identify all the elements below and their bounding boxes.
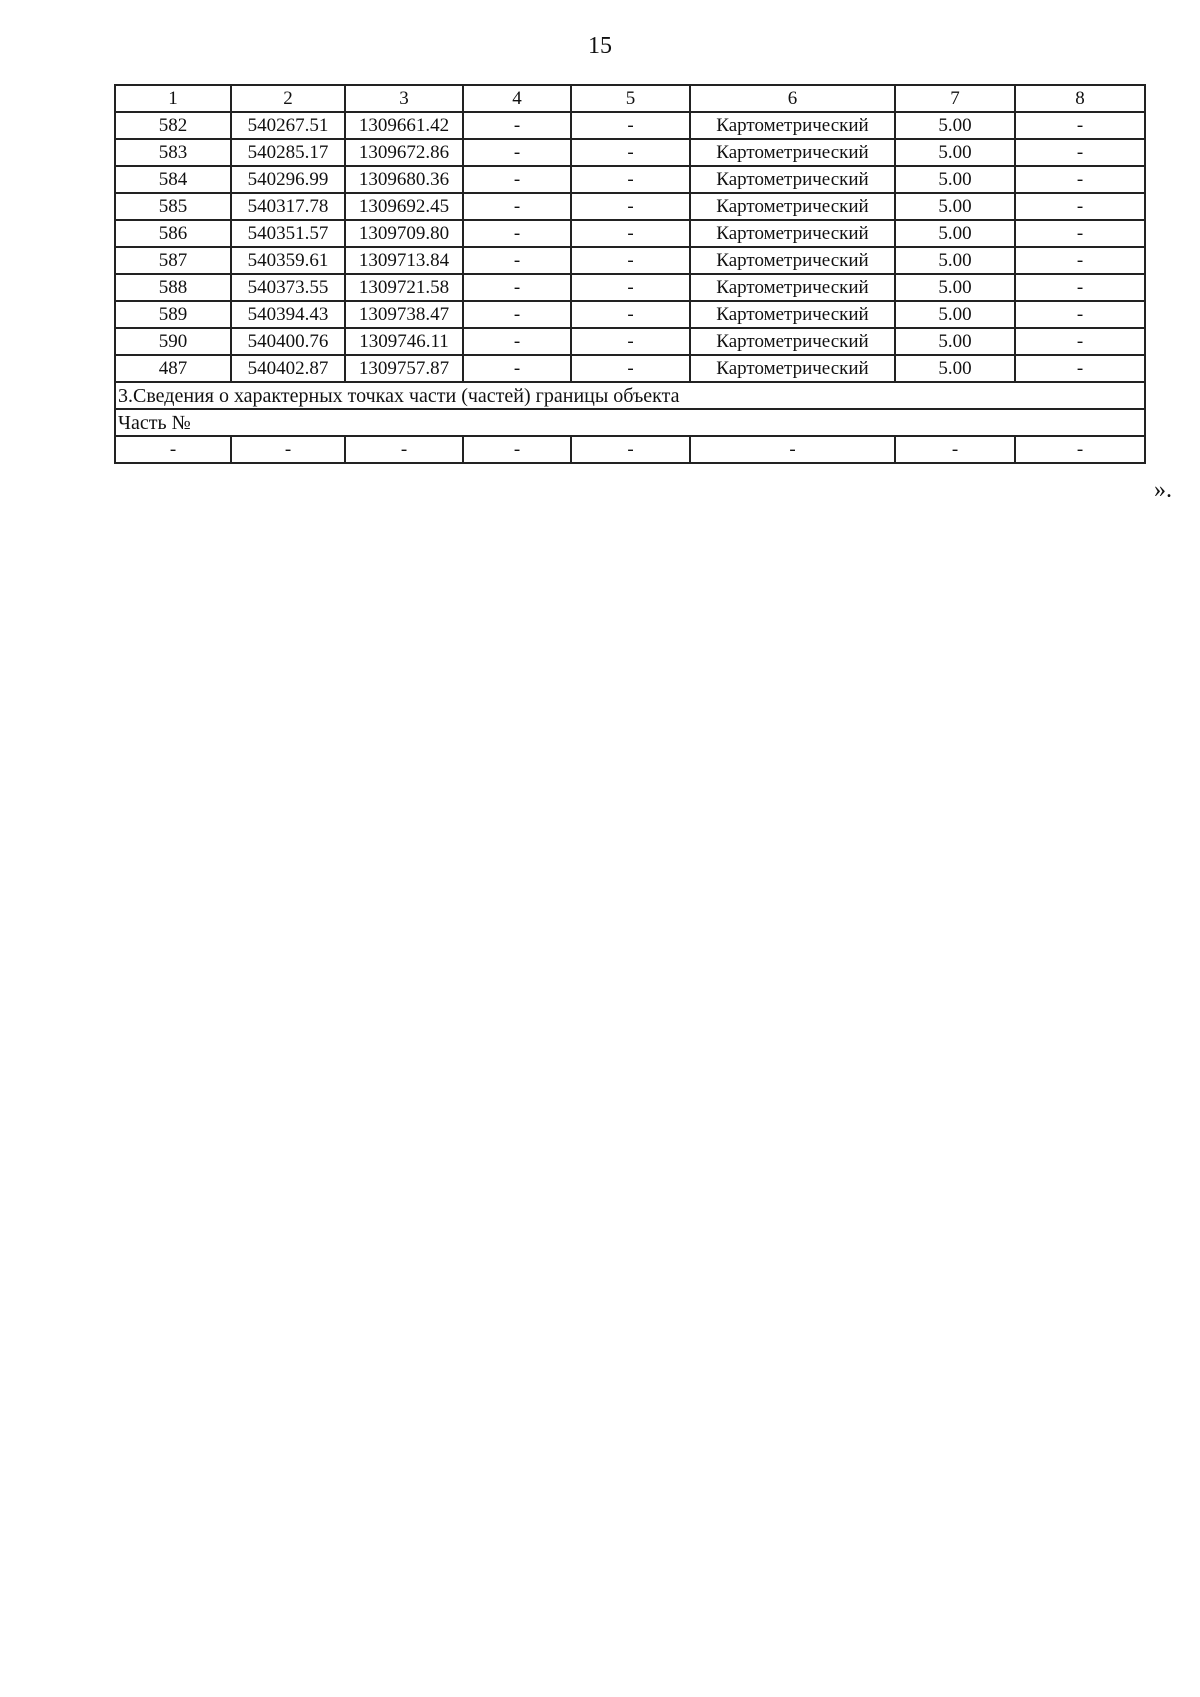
table-cell: 540400.76 bbox=[231, 328, 345, 355]
table-cell: 1309746.11 bbox=[345, 328, 463, 355]
table-cell: 1309672.86 bbox=[345, 139, 463, 166]
table-row bbox=[115, 139, 1145, 166]
table-cell: - bbox=[463, 274, 571, 301]
table-cell: - bbox=[463, 355, 571, 382]
table-cell: Картометрический bbox=[690, 274, 895, 301]
table-cell: - bbox=[463, 301, 571, 328]
table-cell: 5.00 bbox=[895, 139, 1015, 166]
table-cell: 583 bbox=[115, 139, 231, 166]
table-cell: 5.00 bbox=[895, 274, 1015, 301]
table-cell: - bbox=[463, 436, 571, 463]
table-cell: - bbox=[463, 220, 571, 247]
section-title-row bbox=[115, 382, 1145, 409]
table-cell: - bbox=[1015, 193, 1145, 220]
table-cell: - bbox=[1015, 166, 1145, 193]
page-number: 15 bbox=[588, 33, 612, 59]
table-cell: 540296.99 bbox=[231, 166, 345, 193]
table-row bbox=[115, 193, 1145, 220]
table-cell: 5.00 bbox=[895, 112, 1015, 139]
table-row bbox=[115, 274, 1145, 301]
table-cell: 586 bbox=[115, 220, 231, 247]
table-cell: Картометрический bbox=[690, 139, 895, 166]
table-cell: Картометрический bbox=[690, 355, 895, 382]
table-cell: 589 bbox=[115, 301, 231, 328]
table-cell: - bbox=[345, 436, 463, 463]
table-cell: 1309709.80 bbox=[345, 220, 463, 247]
table-cell: - bbox=[1015, 112, 1145, 139]
table-cell: - bbox=[463, 328, 571, 355]
header-cell: 1 bbox=[115, 85, 231, 112]
table-cell: 588 bbox=[115, 274, 231, 301]
table-cell: 540317.78 bbox=[231, 193, 345, 220]
table-cell: 5.00 bbox=[895, 355, 1015, 382]
table-cell: - bbox=[571, 220, 690, 247]
table-cell: - bbox=[571, 355, 690, 382]
table-header-row bbox=[115, 85, 1145, 112]
table-cell: - bbox=[571, 274, 690, 301]
table-cell: - bbox=[1015, 274, 1145, 301]
table-cell: Картометрический bbox=[690, 301, 895, 328]
table-cell: 5.00 bbox=[895, 220, 1015, 247]
table-cell: - bbox=[1015, 139, 1145, 166]
table-cell: Картометрический bbox=[690, 247, 895, 274]
table-row bbox=[115, 328, 1145, 355]
table-cell: - bbox=[571, 436, 690, 463]
table-row bbox=[115, 112, 1145, 139]
table-row bbox=[115, 166, 1145, 193]
table-cell: - bbox=[115, 436, 231, 463]
part-label-row bbox=[115, 409, 1145, 436]
table-cell: 540351.57 bbox=[231, 220, 345, 247]
table-cell: 540394.43 bbox=[231, 301, 345, 328]
empty-row bbox=[115, 436, 1145, 463]
table-row bbox=[115, 355, 1145, 382]
table-cell: - bbox=[895, 436, 1015, 463]
table-cell: 1309680.36 bbox=[345, 166, 463, 193]
table-cell: 5.00 bbox=[895, 328, 1015, 355]
table-cell: - bbox=[463, 166, 571, 193]
table-cell: - bbox=[1015, 220, 1145, 247]
header-cell: 3 bbox=[345, 85, 463, 112]
section-title: 3.Сведения о характерных точках части (частей) границы объекта bbox=[115, 382, 1145, 409]
table-cell: - bbox=[571, 193, 690, 220]
table-cell: Картометрический bbox=[690, 166, 895, 193]
table-cell: Картометрический bbox=[690, 112, 895, 139]
table-cell: - bbox=[571, 166, 690, 193]
table-cell: 5.00 bbox=[895, 247, 1015, 274]
closing-quote-mark: ». bbox=[1154, 477, 1172, 503]
table-cell: - bbox=[463, 112, 571, 139]
table-row bbox=[115, 247, 1145, 274]
header-cell: 7 bbox=[895, 85, 1015, 112]
table-cell: - bbox=[571, 112, 690, 139]
table-cell: - bbox=[1015, 328, 1145, 355]
table-cell: 5.00 bbox=[895, 301, 1015, 328]
table-cell: 587 bbox=[115, 247, 231, 274]
table-cell: 584 bbox=[115, 166, 231, 193]
table-cell: - bbox=[571, 247, 690, 274]
table-cell: - bbox=[1015, 355, 1145, 382]
table-cell: 1309713.84 bbox=[345, 247, 463, 274]
table-cell: 540285.17 bbox=[231, 139, 345, 166]
table-cell: - bbox=[1015, 247, 1145, 274]
table-cell: - bbox=[571, 139, 690, 166]
header-cell: 2 bbox=[231, 85, 345, 112]
table-cell: 1309692.45 bbox=[345, 193, 463, 220]
table-cell: 1309738.47 bbox=[345, 301, 463, 328]
table-cell: - bbox=[231, 436, 345, 463]
table-cell: - bbox=[463, 139, 571, 166]
table-cell: - bbox=[571, 328, 690, 355]
table-cell: 540373.55 bbox=[231, 274, 345, 301]
table-cell: - bbox=[463, 247, 571, 274]
table-cell: - bbox=[571, 301, 690, 328]
table-cell: 1309757.87 bbox=[345, 355, 463, 382]
table-cell: 1309661.42 bbox=[345, 112, 463, 139]
table-cell: 5.00 bbox=[895, 193, 1015, 220]
table-cell: 1309721.58 bbox=[345, 274, 463, 301]
table-cell: - bbox=[1015, 301, 1145, 328]
table-cell: 582 bbox=[115, 112, 231, 139]
header-cell: 8 bbox=[1015, 85, 1145, 112]
table-cell: 487 bbox=[115, 355, 231, 382]
coordinates-table bbox=[114, 84, 1146, 464]
table-cell: Картометрический bbox=[690, 220, 895, 247]
table-cell: 540402.87 bbox=[231, 355, 345, 382]
table-cell: - bbox=[690, 436, 895, 463]
table-cell: 585 bbox=[115, 193, 231, 220]
table-cell: 540267.51 bbox=[231, 112, 345, 139]
header-cell: 6 bbox=[690, 85, 895, 112]
table-row bbox=[115, 301, 1145, 328]
table-cell: - bbox=[463, 193, 571, 220]
table-cell: Картометрический bbox=[690, 193, 895, 220]
table-row bbox=[115, 220, 1145, 247]
table-cell: 590 bbox=[115, 328, 231, 355]
table-cell: 5.00 bbox=[895, 166, 1015, 193]
header-cell: 5 bbox=[571, 85, 690, 112]
table-cell: Картометрический bbox=[690, 328, 895, 355]
header-cell: 4 bbox=[463, 85, 571, 112]
table-cell: - bbox=[1015, 436, 1145, 463]
part-label: Часть № bbox=[115, 409, 1145, 436]
table-cell: 540359.61 bbox=[231, 247, 345, 274]
